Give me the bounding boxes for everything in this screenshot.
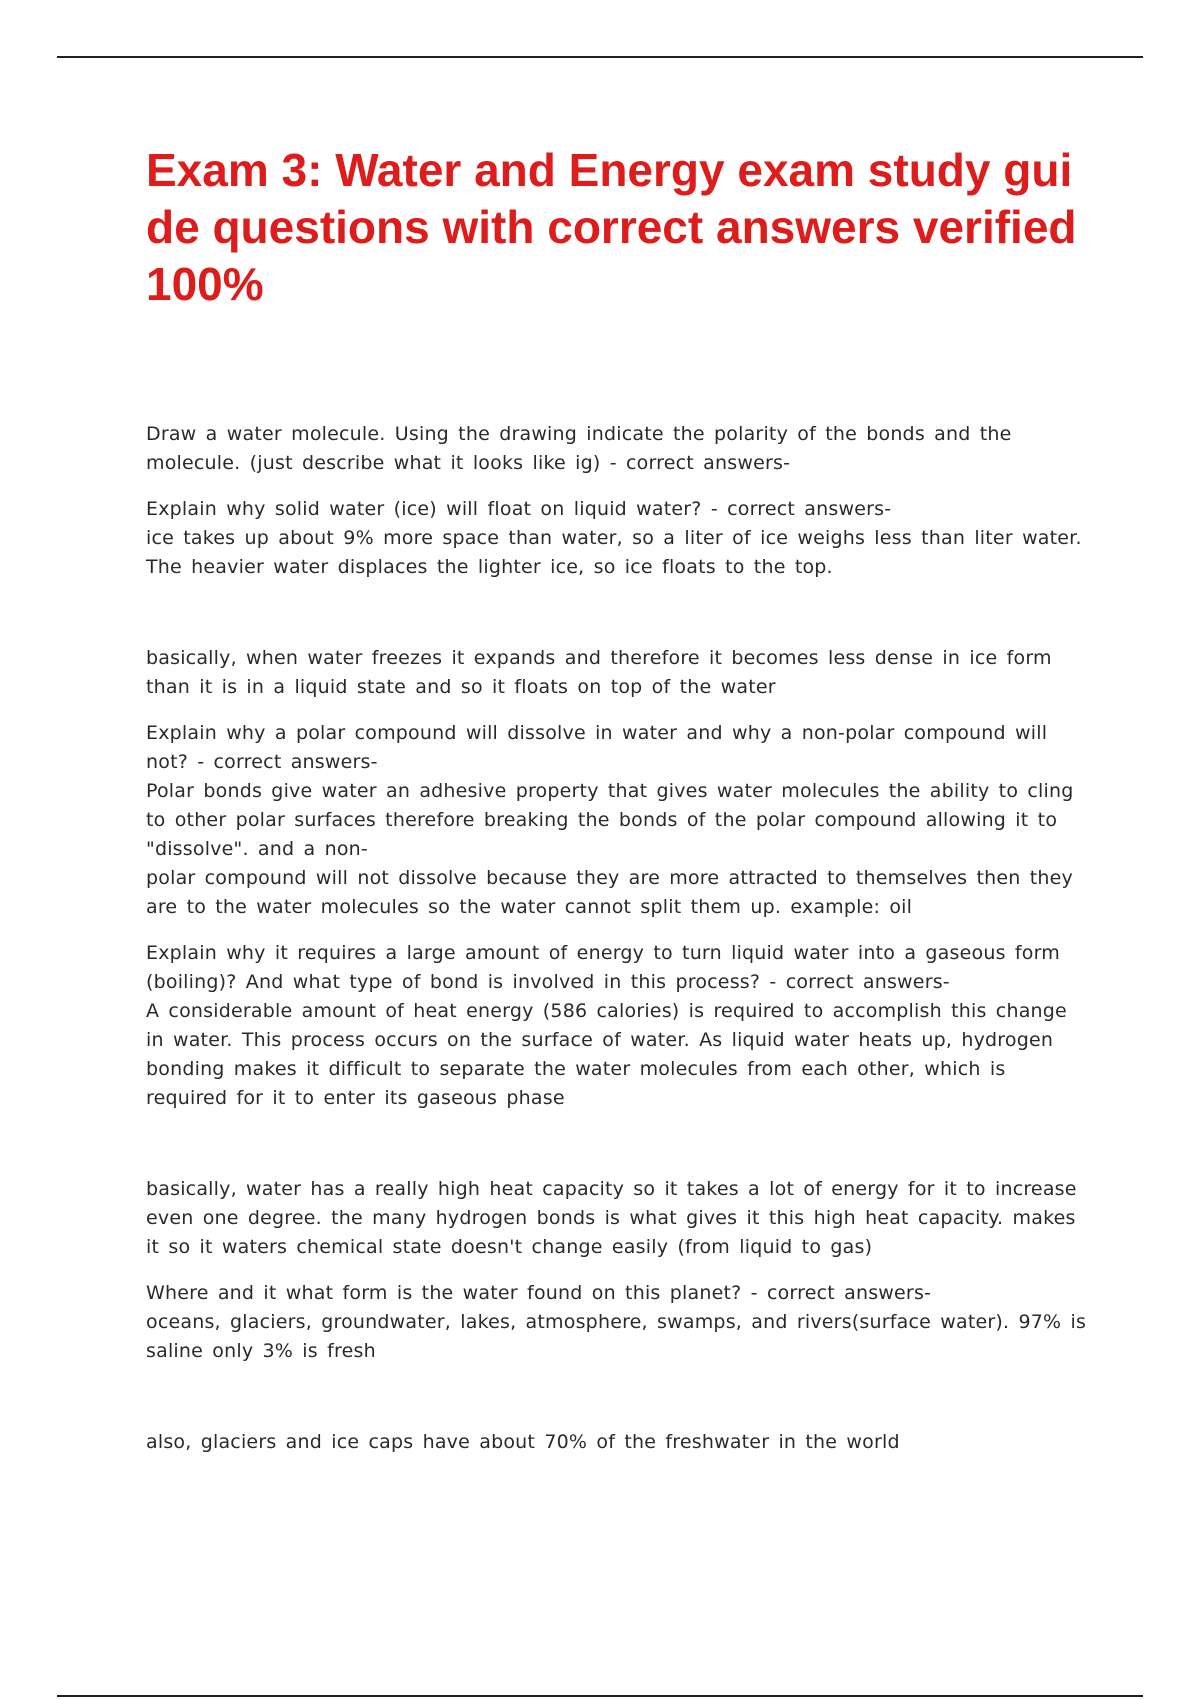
note-2: basically, when water freezes it expands and therefore it becomes less dense in ice form than it is in a liquid state and so it floats on top of the water xyxy=(146,647,1052,698)
spacer xyxy=(146,1366,1090,1428)
qa-block-5 xyxy=(146,1279,1090,1457)
qa-block-2 xyxy=(146,495,1090,702)
top-rule xyxy=(57,56,1143,58)
document-title: Exam 3: Water and Energy exam study guide questions with correct answers verified 100% xyxy=(146,144,1077,310)
answer-3: Polar bonds give water an adhesive property that gives water molecules the ability to cling to other polar surfaces therefore breaking the bonds of the polar compound allowing it to "dissolve". and a non- xyxy=(146,780,1074,860)
note-4: basically, water has a really high heat capacity so it takes a lot of energy for it to increase even one degree. the many hydrogen bonds is what gives it this high heat capacity. makes it so it waters chemical state doesn't change easily (from liquid to gas) xyxy=(146,1178,1077,1258)
question-3: Explain why a polar compound will dissolve in water and why a non-polar compound will not? - correct answers- xyxy=(146,722,1048,773)
spacer xyxy=(146,1113,1090,1175)
answer-4: A considerable amount of heat energy (586 calories) is required to accomplish this change in water. This process occurs on the surface of water. As liquid water heats up, hydrogen bonding makes it difficult to separate the water molecules from each other, which is required for it to enter its gaseous phase xyxy=(146,1000,1067,1109)
qa-block-4 xyxy=(146,939,1090,1262)
answer-5: oceans, glaciers, groundwater, lakes, atmosphere, swamps, and rivers(surface water). 97% is saline only 3% is fresh xyxy=(146,1311,1087,1362)
document-body xyxy=(146,420,1090,1457)
question-5: Where and it what form is the water found on this planet? - correct answers- xyxy=(146,1282,932,1304)
answer-3-continued: polar compound will not dissolve because they are more attracted to themselves then they are to the water molecules so the water cannot split them up. example: oil xyxy=(146,867,1074,918)
qa-block-1 xyxy=(146,420,1090,478)
question-4: Explain why it requires a large amount of energy to turn liquid water into a gaseous form (boiling)? And what type of bond is involved in this process? - correct answers- xyxy=(146,942,1061,993)
answer-2: ice takes up about 9% more space than water, so a liter of ice weighs less than liter water. The heavier water displaces the lighter ice, so ice floats to the top. xyxy=(146,527,1082,578)
qa-block-3 xyxy=(146,719,1090,922)
spacer xyxy=(146,582,1090,644)
note-5: also, glaciers and ice caps have about 70% of the freshwater in the world xyxy=(146,1431,900,1453)
question-1: Draw a water molecule. Using the drawing indicate the polarity of the bonds and the molecule. (just describe what it looks like ig) - correct answers- xyxy=(146,423,1012,474)
page-content xyxy=(146,142,1090,1474)
bottom-rule xyxy=(57,1695,1143,1697)
question-2: Explain why solid water (ice) will float on liquid water? - correct answers- xyxy=(146,498,892,520)
